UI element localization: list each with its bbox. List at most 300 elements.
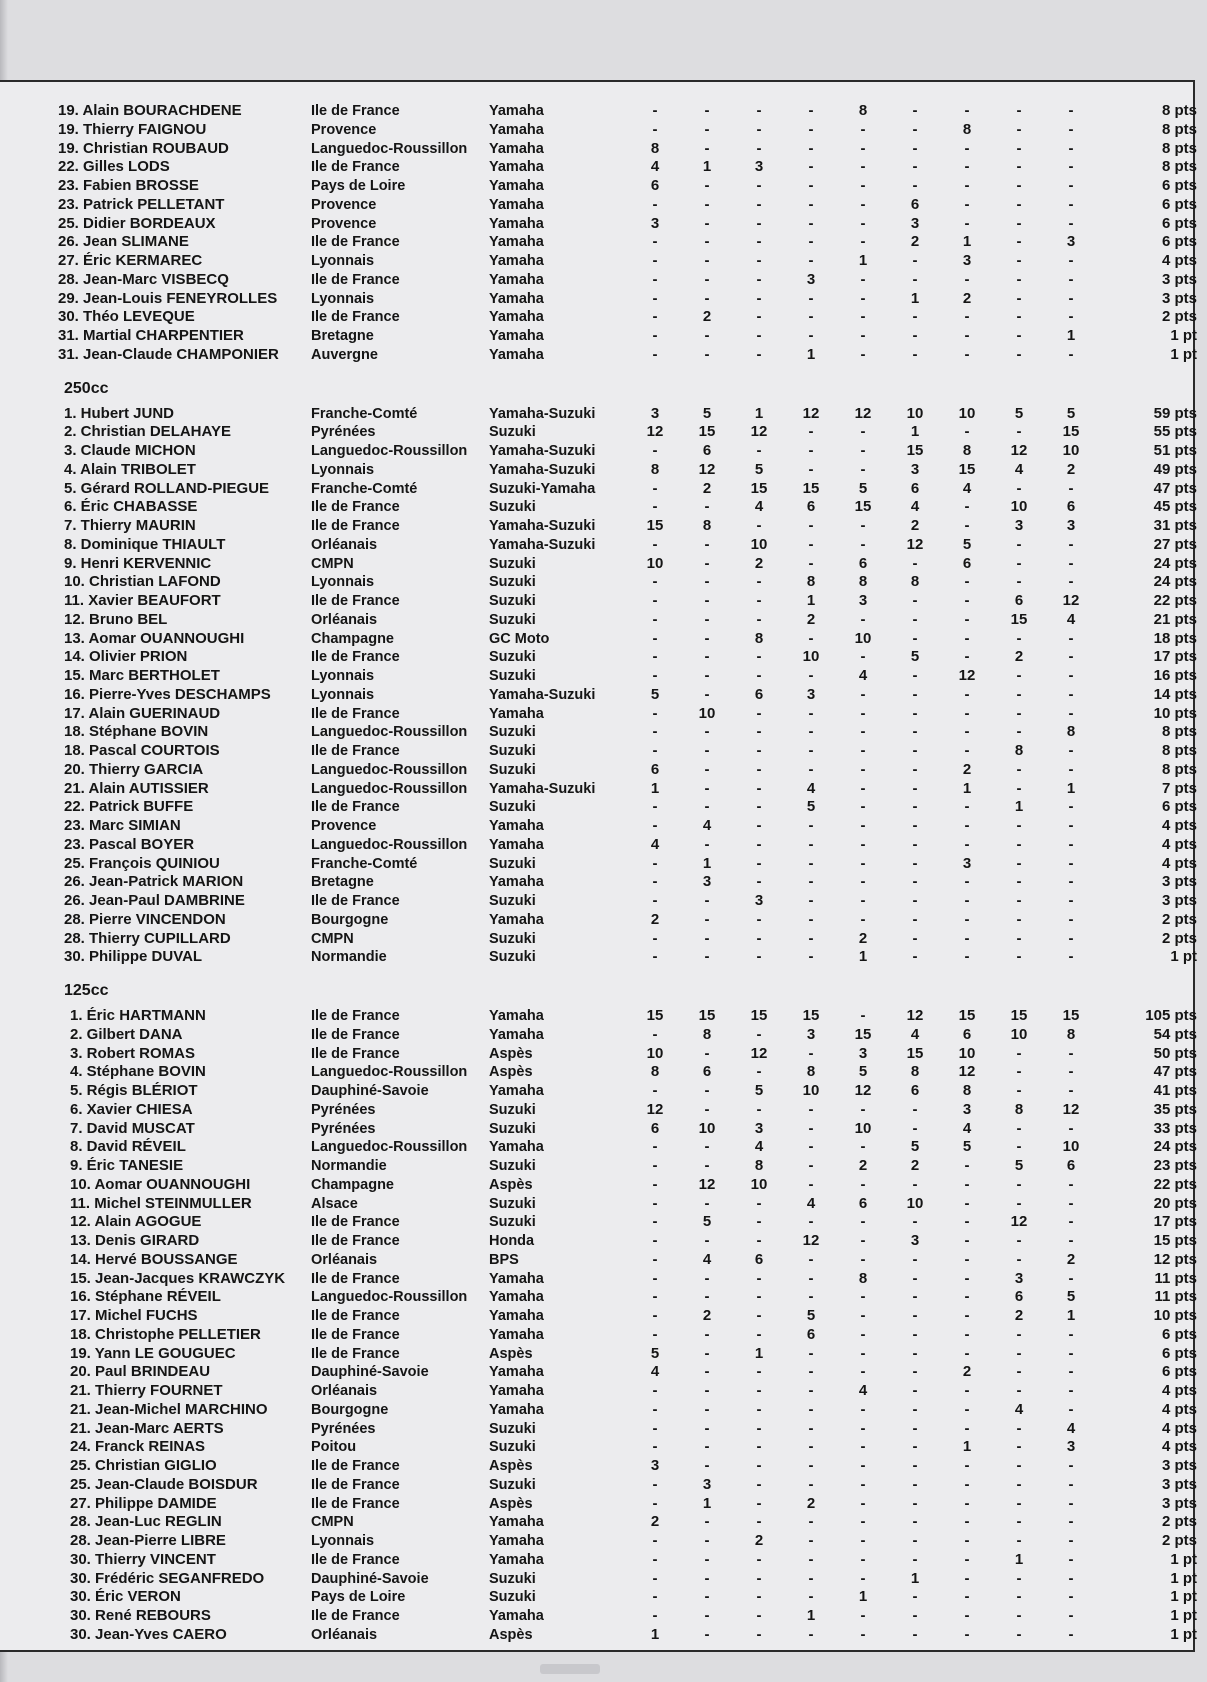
standings-row: [58, 535, 1197, 555]
race-score: -: [808, 1419, 814, 1437]
race-score: -: [964, 1269, 970, 1287]
race-score: -: [704, 1513, 710, 1531]
race-score: -: [808, 1288, 814, 1306]
standings-row: [58, 1363, 1197, 1382]
rider-league: Ile de France: [311, 593, 400, 609]
rider-league: Lyonnais: [311, 1533, 375, 1549]
total-points: 24 pts: [1153, 573, 1197, 591]
race-score: -: [964, 685, 970, 703]
race-score: 15: [958, 460, 976, 478]
race-score: -: [912, 1307, 918, 1324]
race-score: -: [652, 1250, 658, 1268]
rider-name: 10. Christian LAFOND: [64, 573, 221, 591]
race-score: -: [860, 1138, 866, 1156]
race-score: -: [912, 554, 918, 572]
race-score: -: [912, 1288, 918, 1306]
race-score: 8: [650, 139, 660, 157]
race-score: -: [704, 742, 710, 759]
race-score: -: [652, 1494, 658, 1512]
race-score: -: [756, 1325, 762, 1343]
race-score: -: [912, 854, 918, 872]
rider-name: 30. Thierry VINCENT: [70, 1550, 216, 1568]
race-score: -: [860, 1325, 866, 1343]
race-score: -: [756, 610, 762, 628]
standings-row: [58, 252, 1197, 271]
race-score: 5: [962, 535, 972, 553]
rider-name: 10. Aomar OUANNOUGHI: [70, 1175, 251, 1193]
race-score: -: [912, 158, 918, 176]
rider-name: 2. Christian DELAHAYE: [64, 423, 231, 441]
race-score: -: [808, 1363, 814, 1381]
race-score: -: [808, 948, 814, 966]
standings-row: [58, 610, 1197, 630]
race-score: -: [704, 648, 710, 666]
rider-make: Yamaha: [489, 1083, 544, 1099]
race-score: -: [1016, 1382, 1022, 1399]
race-score: -: [808, 442, 814, 459]
race-score: 6: [806, 498, 816, 516]
race-score: -: [912, 1382, 918, 1399]
race-score: -: [912, 1325, 918, 1343]
race-score: -: [1016, 760, 1022, 778]
race-score: -: [704, 929, 710, 947]
race-score: -: [912, 308, 918, 326]
rider-league: Orléanais: [311, 1383, 378, 1399]
race-score: -: [704, 667, 710, 684]
rider-league: Pyrénées: [311, 1420, 376, 1437]
total-points: 8 pts: [1161, 102, 1197, 119]
race-score: 12: [1010, 1213, 1028, 1231]
race-score: -: [1016, 1475, 1022, 1493]
standings-row: [58, 404, 1197, 424]
race-score: -: [652, 270, 658, 288]
race-score: -: [964, 573, 970, 591]
race-score: 2: [858, 929, 868, 947]
race-score: -: [860, 289, 866, 307]
race-score: -: [704, 1438, 710, 1456]
rider-name: 3. Claude MICHON: [64, 442, 196, 459]
race-score: -: [704, 1044, 710, 1062]
race-score: -: [704, 1400, 710, 1418]
race-score: 15: [646, 1007, 664, 1024]
rider-name: 4. Alain TRIBOLET: [64, 460, 196, 478]
page-number-mark: [540, 1664, 600, 1674]
rider-league: Pays de Loire: [311, 1589, 406, 1606]
race-score: 1: [1014, 798, 1024, 816]
total-points: 3 pts: [1161, 873, 1197, 891]
race-score: 12: [958, 1063, 976, 1081]
race-score: 2: [754, 1532, 764, 1549]
rider-name: 25. Didier BORDEAUX: [58, 214, 216, 232]
race-score: 3: [962, 1100, 972, 1118]
race-score: -: [964, 327, 970, 344]
race-score: 8: [650, 460, 660, 478]
race-score: -: [704, 1194, 710, 1212]
race-score: -: [756, 1232, 762, 1249]
rider-name: 28. Jean-Luc REGLIN: [70, 1513, 222, 1531]
total-points: 8 pts: [1161, 139, 1197, 157]
standings-row: [58, 139, 1197, 159]
race-score: -: [704, 723, 710, 741]
race-score: -: [1068, 1175, 1074, 1193]
race-score: -: [912, 1607, 918, 1624]
race-score: -: [704, 610, 710, 628]
race-score: -: [704, 1419, 710, 1437]
race-score: 1: [1066, 1307, 1076, 1324]
race-score: -: [1016, 535, 1022, 553]
standings-row: [58, 929, 1197, 949]
race-score: -: [808, 214, 814, 232]
rider-name: 11. Xavier BEAUFORT: [64, 592, 221, 609]
race-score: -: [808, 1119, 814, 1137]
race-score: -: [1016, 1438, 1022, 1456]
race-score: -: [912, 139, 918, 157]
race-score: -: [756, 817, 762, 834]
race-score: 3: [754, 158, 764, 176]
race-score: 2: [702, 308, 712, 326]
standings-row: [58, 1457, 1197, 1476]
race-score: -: [860, 1307, 866, 1324]
race-score: -: [652, 442, 658, 459]
rider-make: Yamaha: [489, 234, 544, 251]
race-score: -: [756, 139, 762, 157]
race-score: 6: [1066, 1157, 1076, 1174]
race-score: 2: [910, 233, 920, 251]
standings-row: [58, 158, 1197, 177]
standings-row: [58, 1194, 1197, 1214]
race-score: -: [808, 158, 814, 176]
rider-league: Ile de France: [311, 1326, 400, 1343]
rider-make: Suzuki: [489, 1195, 536, 1212]
results-page: [0, 80, 1195, 1652]
race-score: -: [1068, 910, 1074, 928]
race-score: 12: [646, 1100, 664, 1118]
rider-league: Ile de France: [311, 499, 400, 516]
race-score: -: [1068, 667, 1074, 684]
total-points: 7 pts: [1161, 779, 1197, 797]
race-score: -: [756, 289, 762, 307]
race-score: -: [964, 742, 970, 759]
race-score: -: [860, 1007, 866, 1024]
rider-make: Suzuki: [489, 1420, 536, 1437]
race-score: -: [1016, 910, 1022, 928]
rider-name: 19. Christian ROUBAUD: [58, 139, 229, 157]
race-score: -: [912, 1213, 918, 1231]
rider-league: Provence: [311, 215, 377, 232]
race-score: -: [860, 270, 866, 288]
race-score: 4: [702, 1250, 712, 1268]
rider-make: Aspès: [489, 1495, 533, 1512]
rider-make: Suzuki: [489, 761, 536, 778]
total-points: 4 pts: [1161, 1419, 1197, 1437]
total-points: 6 pts: [1161, 233, 1197, 251]
race-score: -: [860, 1400, 866, 1418]
race-score: 6: [754, 1250, 764, 1268]
race-score: -: [756, 120, 762, 138]
rider-league: Champagne: [311, 1176, 394, 1193]
rider-league: Dauphiné-Savoie: [311, 1083, 429, 1099]
race-score: -: [964, 873, 970, 891]
rider-make: Suzuki: [489, 1214, 536, 1231]
race-score: 15: [958, 1007, 976, 1024]
race-score: 8: [806, 1063, 816, 1081]
rider-league: Lyonnais: [311, 574, 375, 591]
standings-row: [58, 195, 1197, 215]
race-score: -: [756, 779, 762, 797]
race-score: -: [652, 1307, 658, 1324]
standings-row: [58, 102, 1197, 121]
race-score: -: [756, 1100, 762, 1118]
race-score: -: [860, 1213, 866, 1231]
standings-row: [58, 1400, 1197, 1420]
race-score: 10: [750, 1175, 768, 1193]
total-points: 27 pts: [1153, 535, 1197, 553]
race-score: 2: [650, 910, 660, 928]
race-score: -: [964, 592, 970, 609]
race-score: -: [964, 1475, 970, 1493]
race-score: -: [964, 195, 970, 213]
rider-name: 18. Pascal COURTOIS: [64, 742, 220, 759]
total-points: 6 pts: [1161, 177, 1197, 194]
race-score: 5: [1014, 1157, 1024, 1174]
race-score: 4: [806, 1194, 816, 1212]
race-score: -: [912, 629, 918, 647]
race-score: -: [912, 723, 918, 741]
race-score: -: [1068, 345, 1074, 363]
race-score: -: [756, 1457, 762, 1474]
race-score: -: [964, 648, 970, 666]
race-score: -: [652, 798, 658, 816]
standings-row: [58, 1344, 1197, 1364]
race-score: -: [652, 1194, 658, 1212]
race-score: -: [704, 177, 710, 194]
race-score: 1: [962, 233, 972, 251]
race-score: -: [964, 214, 970, 232]
race-score: -: [964, 948, 970, 966]
race-score: -: [652, 948, 658, 966]
rider-league: Bourgogne: [311, 911, 389, 928]
rider-league: Ile de France: [311, 649, 400, 666]
race-score: 4: [754, 498, 764, 516]
race-score: -: [704, 1344, 710, 1362]
race-score: -: [964, 1419, 970, 1437]
race-score: -: [964, 835, 970, 853]
race-score: -: [912, 685, 918, 703]
rider-make: Yamaha: [489, 309, 544, 326]
rider-league: Languedoc-Roussillon: [311, 1289, 468, 1306]
race-score: -: [756, 798, 762, 816]
rider-league: CMPN: [311, 930, 354, 947]
race-score: -: [1016, 1569, 1022, 1587]
race-score: 8: [650, 1063, 660, 1081]
race-score: 4: [1066, 1419, 1076, 1437]
race-score: -: [964, 704, 970, 722]
race-score: 5: [650, 685, 660, 703]
race-score: -: [808, 1550, 814, 1568]
rider-league: Franche-Comté: [311, 405, 418, 422]
race-score: -: [652, 929, 658, 947]
race-score: -: [912, 120, 918, 138]
total-points: 24 pts: [1153, 554, 1197, 572]
race-score: -: [704, 1569, 710, 1587]
race-score: -: [912, 345, 918, 363]
race-score: -: [912, 1550, 918, 1568]
race-score: -: [1016, 1063, 1022, 1081]
rider-name: 3. Robert ROMAS: [70, 1044, 196, 1062]
standings-row: [58, 1007, 1197, 1026]
race-score: -: [808, 177, 814, 194]
race-score: 15: [1010, 610, 1028, 628]
race-score: 2: [1014, 1307, 1024, 1324]
rider-name: 23. Patrick PELLETANT: [58, 195, 225, 213]
race-score: 4: [754, 1138, 764, 1156]
race-score: 5: [806, 798, 816, 816]
rider-name: 12. Bruno BEL: [64, 610, 168, 628]
race-score: -: [964, 270, 970, 288]
race-score: -: [704, 1100, 710, 1118]
race-score: -: [704, 1232, 710, 1249]
rider-name: 14. Hervé BOUSSANGE: [70, 1250, 238, 1268]
race-score: -: [860, 158, 866, 176]
race-score: -: [704, 1082, 710, 1099]
race-score: -: [756, 1363, 762, 1381]
race-score: -: [704, 1625, 710, 1643]
rider-league: Ile de France: [311, 799, 400, 816]
total-points: 4 pts: [1161, 252, 1197, 269]
race-score: -: [652, 723, 658, 741]
race-score: -: [1068, 479, 1074, 497]
rider-make: Yamaha: [489, 178, 544, 194]
race-score: -: [808, 817, 814, 834]
race-score: 6: [962, 1025, 972, 1043]
standings-row: [58, 233, 1197, 252]
race-score: -: [964, 1157, 970, 1174]
race-score: -: [860, 610, 866, 628]
rider-league: Champagne: [311, 630, 394, 647]
race-score: -: [1016, 158, 1022, 176]
race-score: -: [808, 233, 814, 251]
race-score: -: [912, 1457, 918, 1474]
race-score: -: [652, 1419, 658, 1437]
race-score: -: [1016, 573, 1022, 591]
standings-row: [58, 648, 1197, 667]
standings-row: [58, 498, 1197, 517]
race-score: 1: [1066, 779, 1076, 797]
race-score: -: [1068, 892, 1074, 909]
standings-row: [58, 327, 1197, 346]
total-points: 31 pts: [1153, 517, 1197, 534]
race-score: -: [912, 1269, 918, 1287]
rider-make: Suzuki: [489, 724, 536, 741]
race-score: -: [964, 1494, 970, 1512]
race-score: -: [808, 892, 814, 909]
rider-league: Bourgogne: [311, 1401, 389, 1418]
rider-name: 31. Martial CHARPENTIER: [58, 327, 244, 344]
race-score: -: [808, 423, 814, 441]
race-score: -: [860, 214, 866, 232]
rider-make: Yamaha: [489, 1008, 544, 1024]
race-score: -: [704, 270, 710, 288]
race-score: 12: [906, 535, 924, 553]
race-score: -: [652, 1532, 658, 1549]
race-score: 1: [962, 1438, 972, 1456]
race-score: -: [1016, 1457, 1022, 1474]
rider-league: Lyonnais: [311, 461, 375, 478]
race-score: 10: [1062, 1138, 1080, 1156]
rider-name: 2. Gilbert DANA: [70, 1025, 183, 1043]
rider-make: Suzuki: [489, 1101, 536, 1118]
race-score: -: [652, 817, 658, 834]
total-points: 8 pts: [1161, 158, 1197, 176]
race-score: -: [1068, 817, 1074, 834]
race-score: -: [912, 817, 918, 834]
rider-make: Aspès: [489, 1064, 533, 1081]
race-score: 6: [806, 1325, 816, 1343]
race-score: -: [704, 1157, 710, 1174]
rider-make: Suzuki: [489, 1158, 536, 1174]
race-score: -: [964, 1625, 970, 1643]
rider-league: Ile de France: [311, 1214, 400, 1231]
race-score: -: [1016, 1138, 1022, 1156]
race-score: -: [756, 1607, 762, 1624]
race-score: -: [704, 1138, 710, 1156]
race-score: -: [860, 817, 866, 834]
race-score: -: [1068, 120, 1074, 138]
race-score: -: [756, 1494, 762, 1512]
race-score: 8: [962, 1082, 972, 1099]
race-score: 1: [702, 158, 712, 176]
rider-name: 7. David MUSCAT: [70, 1119, 195, 1137]
race-score: -: [1068, 835, 1074, 853]
race-score: -: [1068, 948, 1074, 966]
race-score: -: [1016, 120, 1022, 138]
race-score: -: [652, 1607, 658, 1624]
standings-row: [58, 423, 1197, 442]
race-score: 8: [858, 1269, 868, 1287]
race-score: -: [652, 667, 658, 684]
standings-row: [58, 442, 1197, 461]
race-score: -: [860, 327, 866, 344]
total-points: 22 pts: [1153, 592, 1197, 609]
race-score: 2: [702, 1307, 712, 1324]
total-points: 1 pt: [1170, 1625, 1197, 1643]
race-score: -: [1068, 760, 1074, 778]
rider-make: Yamaha: [489, 911, 544, 928]
race-score: -: [808, 1044, 814, 1062]
race-score: 1: [754, 404, 764, 422]
rider-make: Suzuki: [489, 1120, 536, 1137]
race-score: -: [756, 704, 762, 722]
rider-name: 30. Éric VERON: [70, 1588, 181, 1606]
race-score: -: [756, 910, 762, 928]
race-score: -: [756, 442, 762, 459]
total-points: 8 pts: [1161, 742, 1197, 759]
race-score: -: [1016, 423, 1022, 441]
race-score: -: [912, 327, 918, 344]
race-score: -: [808, 929, 814, 947]
race-score: -: [756, 308, 762, 326]
rider-make: Yamaha: [489, 1026, 544, 1043]
total-points: 3 pts: [1161, 289, 1197, 307]
standings-row: [58, 592, 1197, 611]
total-points: 11 pts: [1154, 1269, 1197, 1287]
rider-name: 15. Marc BERTHOLET: [64, 667, 220, 684]
race-score: 4: [962, 479, 972, 497]
standings-row: [58, 704, 1197, 724]
race-score: 2: [650, 1513, 660, 1531]
race-score: 3: [702, 873, 712, 891]
standings-row: [58, 345, 1197, 365]
